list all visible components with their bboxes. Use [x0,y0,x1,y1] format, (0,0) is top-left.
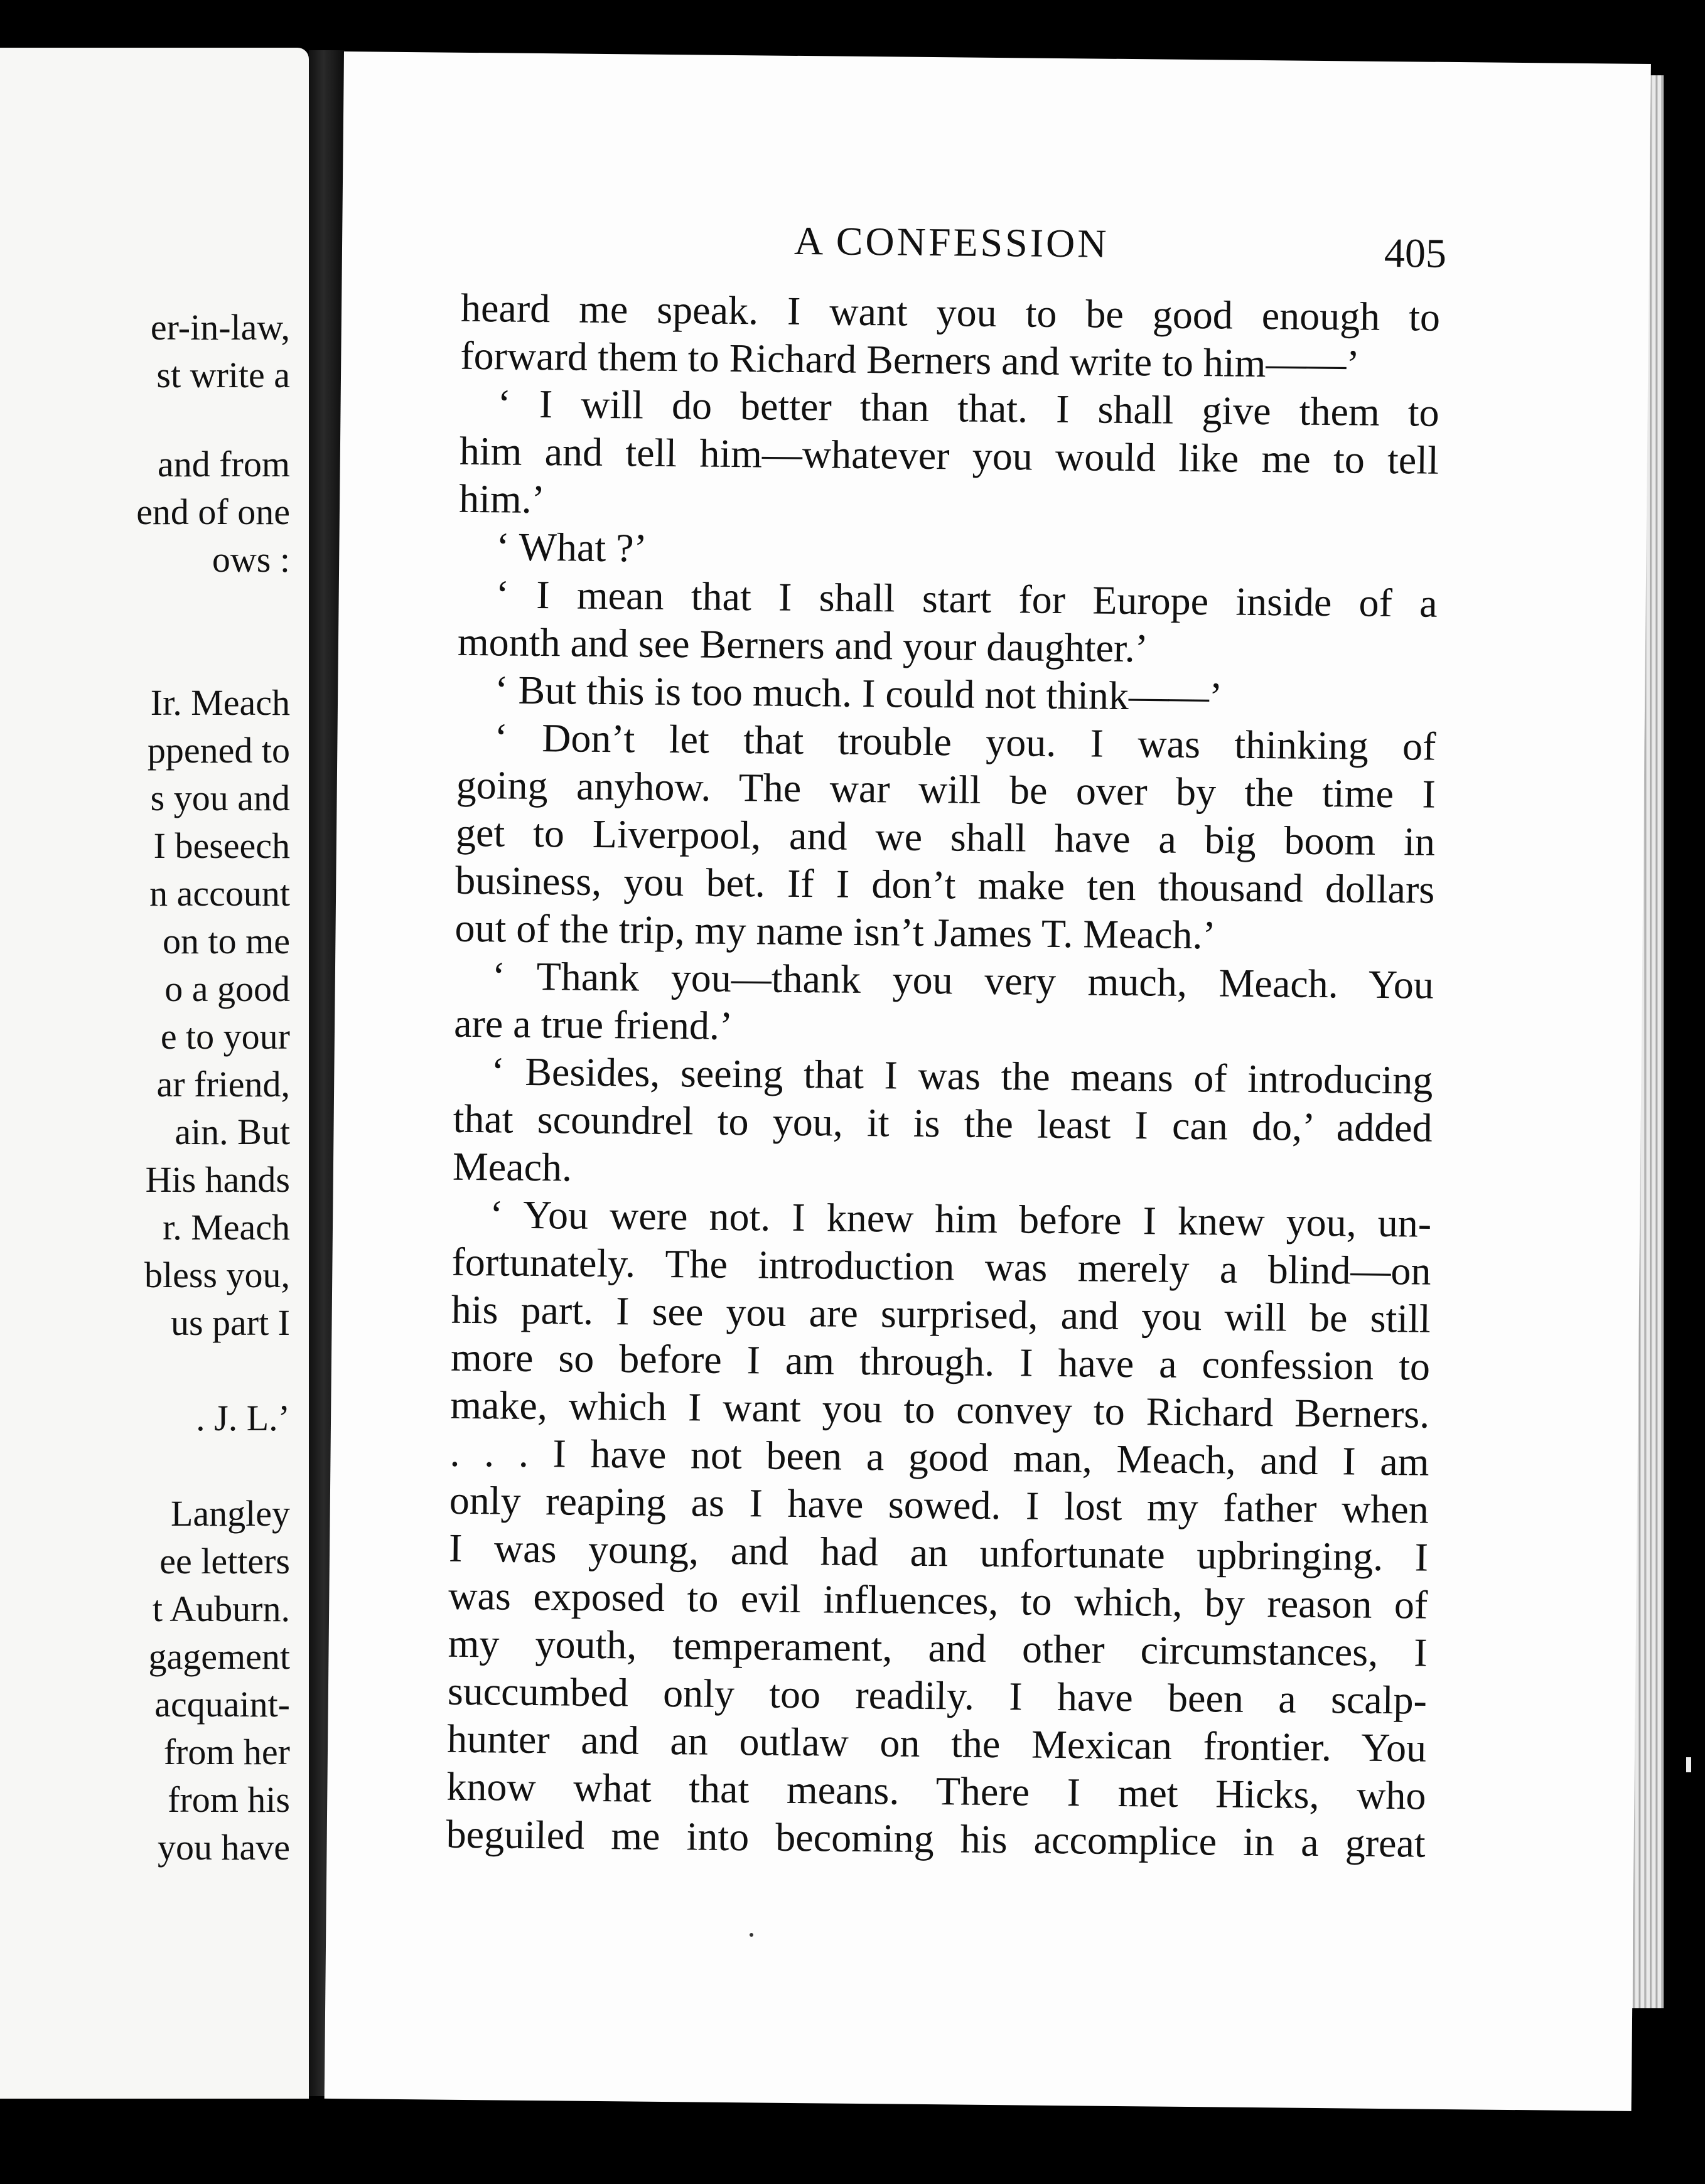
left-line: ar friend, [156,1064,290,1105]
page-number: 405 [1384,230,1447,277]
text-line: ‘ Thank you—thank you very much, Meach. You [492,953,1434,1007]
left-line: s you and [150,778,290,818]
text-line: hunter and an outlaw on the Mexican frontier. You [446,1716,1427,1770]
left-line: you have [158,1827,290,1868]
text-line: was exposed to evil influences, to which, by reason of [448,1573,1428,1627]
left-line: end of one [136,491,290,532]
text-line: make, which I want you to convey to Richard Berners. [449,1382,1430,1437]
left-line: er-in-law, [150,307,290,348]
text-line: his part. I see you are surprised, and you will be still [451,1287,1431,1341]
text-line: forward them to Richard Berners and write to him——’ [460,333,1360,387]
text-line: get to Liverpool, and we shall have a big boom in [455,810,1436,864]
text-line: ‘ I mean that I shall start for Europe inside of a [495,572,1438,626]
left-line: ee letters [159,1541,290,1582]
text-line: out of the trip, my name isn’t James T. Meach.’ [454,905,1217,958]
left-line: Langley [170,1493,290,1534]
body-text [446,285,1441,1866]
text-line: more so before I am through. I have a confession to [450,1334,1431,1389]
text-line: Meach. [452,1143,573,1190]
ink-speck [750,1933,753,1937]
left-line: st write a [156,355,290,395]
left-line: Ir. Meach [150,682,290,723]
text-line: know what that means. There I met Hicks, who [446,1764,1426,1818]
text-line: . . . I have not been a good man, Meach, and I am [449,1430,1429,1484]
left-line: I beseech [153,825,290,866]
left-line: on to me [163,921,290,961]
left-line: and from [158,444,290,484]
left-line: from his [168,1779,290,1820]
text-line: ‘ What ?’ [496,524,648,570]
text-line: him.’ [458,476,546,522]
left-line: us part I [170,1302,290,1343]
running-head: A CONFESSION [793,218,1109,266]
text-line: going anyhow. The war will be over by the time I [456,762,1436,816]
main-page [325,51,1651,2111]
text-line: ‘ Besides, seeing that I was the means of introducing [491,1049,1433,1103]
text-line: I was young, and had an unfortunate upbringing. I [448,1525,1429,1580]
text-line: him and tell him—whatever you would like me to tell [459,428,1439,483]
text-line: are a true friend.’ [453,1000,733,1049]
left-line: ain. But [175,1111,290,1152]
text-line: ‘ But this is too much. I could not think——’ [494,667,1223,719]
text-line: beguiled me into becoming his accomplice in a great [446,1811,1426,1866]
text-line: ‘ I will do better than that. I shall give them to [497,381,1439,435]
text-line: that scoundrel to you, it is the least I can do,’ added [453,1096,1433,1150]
left-line: His hands [145,1159,290,1200]
text-line: fortunately. The introduction was merely a blind—on [451,1239,1431,1293]
text-line: only reaping as I have sowed. I lost my father when [449,1477,1429,1532]
text-line: succumbed only too readily. I have been a scalp- [447,1668,1428,1723]
edge-mark [1686,1757,1691,1772]
left-line: e to your [160,1016,290,1057]
left-line: ppened to [147,730,290,771]
left-line: r. Meach [163,1207,290,1248]
text-line: ‘ You were not. I knew him before I knew you, un- [489,1192,1432,1246]
left-line: acquaint- [154,1684,290,1725]
left-line: ows : [212,539,290,580]
text-line: business, you bet. If I don’t make ten thousand dollars [454,857,1435,912]
facing-left-page [0,48,309,2099]
left-line: o a good [164,968,290,1009]
text-line: month and see Berners and your daughter.’ [457,619,1149,671]
text-line: heard me speak. I want you to be good enough to [460,285,1441,340]
text-line: ‘ Don’t let that trouble you. I was thinking of [494,715,1436,769]
left-line: bless you, [144,1255,290,1295]
left-line: n account [149,873,290,914]
text-line: my youth, temperament, and other circumstances, I [448,1620,1428,1675]
left-line: . J. L.’ [196,1398,290,1438]
left-line: gagement [148,1636,290,1677]
left-line: from her [163,1732,290,1772]
left-line: t Auburn. [152,1588,290,1629]
